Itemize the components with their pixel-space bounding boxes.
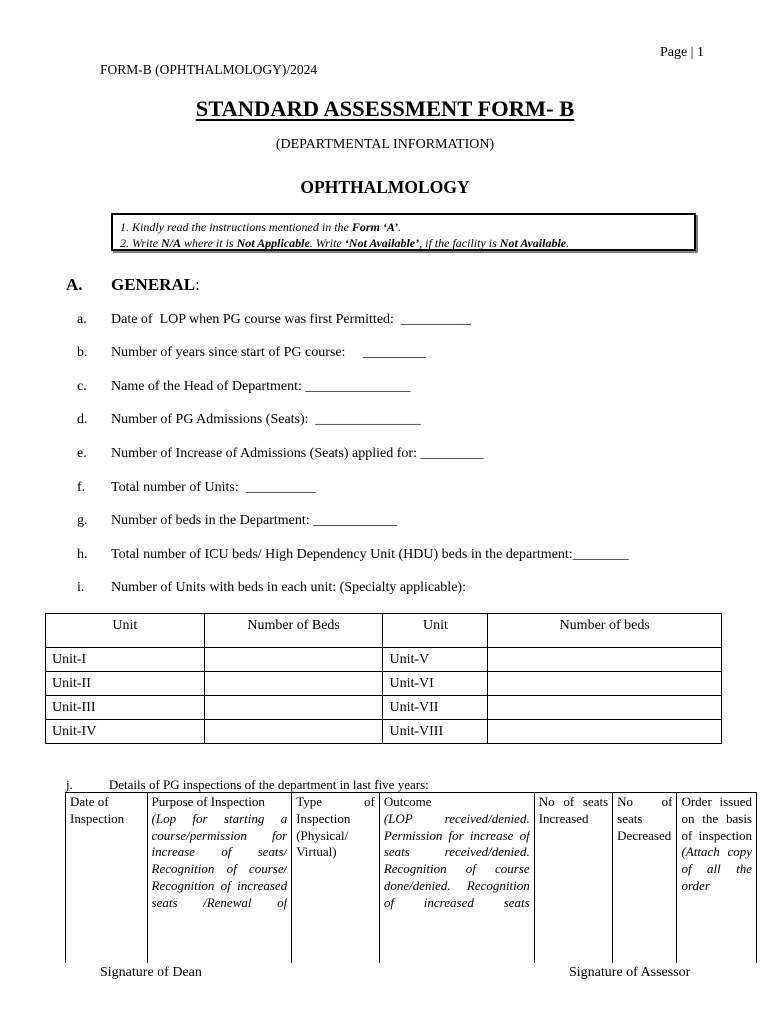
- instruction-2-bold-a: N/A: [161, 236, 182, 250]
- inspections-text: Details of PG inspections of the department in last five years:: [108, 777, 429, 792]
- unit-label: Unit-VII: [383, 696, 488, 720]
- instruction-2-text-b: where it is: [181, 236, 237, 250]
- page-title: STANDARD ASSESSMENT FORM- B: [195, 96, 575, 121]
- item-beds-in-department[interactable]: Number of beds in the Department: ____________: [111, 513, 398, 528]
- instruction-1: [120, 219, 694, 235]
- instruction-2: [120, 235, 694, 251]
- item-letter-b: b.: [77, 345, 88, 360]
- unit-label: Unit-III: [46, 696, 205, 720]
- header-seats-increased: [534, 793, 612, 964]
- header-outcome-detail: (LOP received/denied. Permission for increase of seats received/denied. Recognition of course done/denied. Recognition of increased seats: [383, 810, 530, 910]
- instruction-1-text: 1. Kindly read the instructions mentioned in the: [120, 220, 352, 234]
- header-date-text: Date of Inspection: [70, 794, 125, 826]
- page-subtitle: (DEPARTMENTAL INFORMATION): [275, 137, 495, 152]
- header-unit: Unit: [46, 614, 205, 648]
- instruction-2-bold-b: Not Applicable: [236, 236, 310, 250]
- beds-cell[interactable]: [204, 696, 383, 720]
- unit-label: Unit-VI: [383, 672, 488, 696]
- header-seats-decreased-text: No of seats Decreased: [617, 794, 673, 843]
- beds-cell[interactable]: [204, 672, 383, 696]
- header-number-of-beds-2: Number of beds: [488, 614, 722, 648]
- table-row: [46, 720, 722, 744]
- signature-dean: Signature of Dean: [100, 965, 202, 980]
- item-increase-admissions[interactable]: Number of Increase of Admissions (Seats) applied for: _________: [111, 446, 484, 461]
- inspections-table-header: [66, 793, 757, 964]
- table-row: [46, 696, 722, 720]
- item-years-since-start[interactable]: Number of years since start of PG course: _________: [111, 345, 426, 360]
- item-letter-e: e.: [77, 446, 87, 461]
- section-title-text: GENERAL: [111, 275, 196, 294]
- instructions-box: [111, 213, 696, 251]
- item-icu-hdu-beds[interactable]: Total number of ICU beds/ High Dependency Unit (HDU) beds in the department:________: [111, 547, 629, 562]
- instruction-2-text-d: , if the facility is: [419, 236, 500, 250]
- table-row: [46, 648, 722, 672]
- header-order-issued: [677, 793, 757, 964]
- beds-cell[interactable]: [204, 648, 383, 672]
- department-name: OPHTHALMOLOGY: [300, 177, 470, 197]
- item-letter-c: c.: [77, 379, 87, 394]
- instruction-1-bold: Form ‘A’: [351, 220, 398, 234]
- header-purpose-detail: (Lop for starting a course/permission for increase of seats/ Recognition of course/ Recognition of increased seats /Renewal of: [151, 810, 288, 910]
- item-letter-f: f.: [77, 480, 86, 495]
- item-letter-i: i.: [77, 580, 85, 595]
- beds-cell[interactable]: [488, 672, 722, 696]
- inspections-heading: [66, 777, 429, 793]
- unit-label: Unit-I: [46, 648, 205, 672]
- beds-cell[interactable]: [488, 720, 722, 744]
- item-letter-h: h.: [77, 547, 88, 562]
- item-head-of-department[interactable]: Name of the Head of Department: _______________: [111, 379, 411, 394]
- item-letter-d: d.: [77, 412, 88, 427]
- header-type-text: Type of Inspection (Physical/ Virtual): [296, 794, 375, 860]
- header-order-title: Order issued on the basis of inspection: [681, 794, 752, 843]
- item-letter-j: j.: [66, 777, 73, 792]
- section-title-colon: :: [195, 275, 200, 294]
- item-lop-date[interactable]: Date of LOP when PG course was first Permitted: __________: [111, 312, 471, 327]
- header-date-of-inspection: [66, 793, 148, 964]
- instruction-2-text-c: . Write: [309, 236, 345, 250]
- beds-cell[interactable]: [488, 696, 722, 720]
- header-outcome-title: Outcome: [383, 794, 432, 809]
- form-code: FORM-B (OPHTHALMOLOGY)/2024: [100, 62, 318, 77]
- header-outcome: [379, 793, 534, 964]
- beds-cell[interactable]: [488, 648, 722, 672]
- header-seats-increased-text: No of seats Increased: [538, 794, 609, 826]
- item-letter-g: g.: [77, 513, 88, 528]
- header-type-of-inspection: [292, 793, 380, 964]
- unit-label: Unit-V: [383, 648, 488, 672]
- item-units-with-beds: Number of Units with beds in each unit: (Specialty applicable):: [111, 580, 466, 595]
- units-beds-table: [45, 613, 722, 744]
- unit-label: Unit-VIII: [383, 720, 488, 744]
- instruction-1-end: .: [398, 220, 401, 234]
- item-letter-a: a.: [77, 312, 87, 327]
- units-table-header: [46, 614, 722, 648]
- header-order-detail: (Attach copy of all the order: [681, 844, 752, 893]
- instruction-2-bold-c: ‘Not Available’: [344, 236, 420, 250]
- unit-label: Unit-IV: [46, 720, 205, 744]
- header-seats-decreased: [613, 793, 677, 964]
- header-number-of-beds: Number of Beds: [204, 614, 383, 648]
- instruction-2-bold-d: Not Available: [499, 236, 567, 250]
- section-title: [111, 275, 200, 295]
- table-row: [46, 672, 722, 696]
- header-unit-2: Unit: [383, 614, 488, 648]
- item-pg-admissions[interactable]: Number of PG Admissions (Seats): _______________: [111, 412, 421, 427]
- item-total-units[interactable]: Total number of Units: __________: [111, 480, 316, 495]
- instruction-2-end: .: [566, 236, 570, 250]
- page-number: Page | 1: [659, 45, 704, 60]
- section-letter: A.: [66, 275, 83, 294]
- instruction-2-text-a: 2. Write: [120, 236, 161, 250]
- inspections-table: [65, 792, 757, 963]
- unit-label: Unit-II: [46, 672, 205, 696]
- header-purpose-of-inspection: [147, 793, 292, 964]
- header-purpose-title: Purpose of Inspection: [151, 794, 265, 809]
- beds-cell[interactable]: [204, 720, 383, 744]
- signature-assessor: Signature of Assessor: [569, 965, 691, 980]
